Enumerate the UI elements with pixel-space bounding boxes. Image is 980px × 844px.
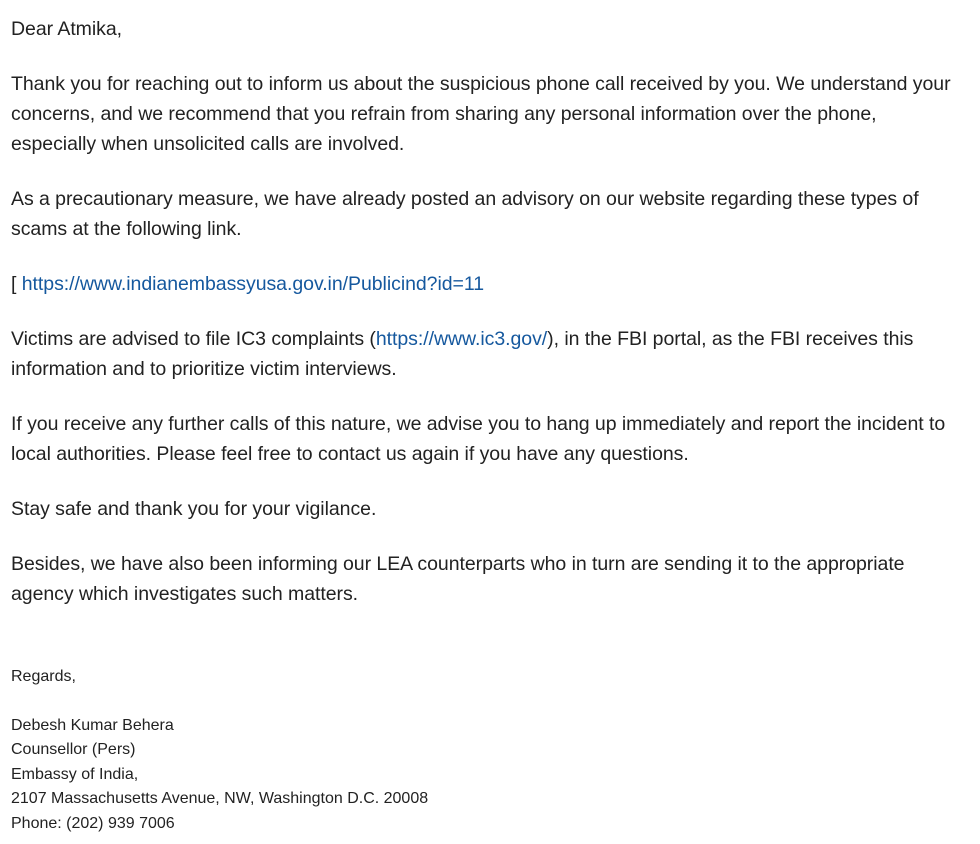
- ic3-text-after: ), in the FBI portal, as the FBI receives this information and to prioritize victim interviews.: [11, 328, 914, 380]
- advisory-link-line: [11, 269, 955, 299]
- greeting: Dear Atmika,: [11, 18, 123, 40]
- paragraph-thanks: Thank you for reaching out to inform us about the suspicious phone call received by you. We understand your concerns, and we recommend that you refrain from sharing any personal information over the phone, especially when unsolicited calls are involved.: [11, 73, 951, 155]
- paragraph-ic3: [11, 324, 955, 384]
- ic3-link[interactable]: https://www.ic3.gov/: [375, 328, 548, 350]
- paragraph-stay-safe: Stay safe and thank you for your vigilance.: [11, 498, 377, 520]
- signature-title: Counsellor (Pers): [11, 741, 136, 758]
- paragraph-advisory: As a precautionary measure, we have already posted an advisory on our website regarding these types of scams at the following link.: [11, 188, 919, 240]
- paragraph-lea: Besides, we have also been informing our LEA counterparts who in turn are sending it to the appropriate agency which investigates such matters.: [11, 553, 905, 605]
- signature-name: Debesh Kumar Behera: [11, 716, 174, 734]
- ic3-text-before: Victims are advised to file IC3 complaints (: [11, 328, 376, 350]
- signature-regards: Regards,: [11, 668, 76, 685]
- signature-org: Embassy of India,: [11, 765, 139, 783]
- bracket-prefix: [: [11, 273, 22, 295]
- advisory-link[interactable]: https://www.indianembassyusa.gov.in/Publicind?id=11: [21, 273, 485, 295]
- signature-address: 2107 Massachusetts Avenue, NW, Washington D.C. 20008: [11, 790, 429, 807]
- signature-block: [11, 665, 955, 836]
- signature-phone: Phone: (202) 939 7006: [11, 814, 175, 832]
- paragraph-further-calls: If you receive any further calls of this nature, we advise you to hang up immediately and report the incident to local authorities. Please feel free to contact us again if you have any questions.: [11, 413, 946, 465]
